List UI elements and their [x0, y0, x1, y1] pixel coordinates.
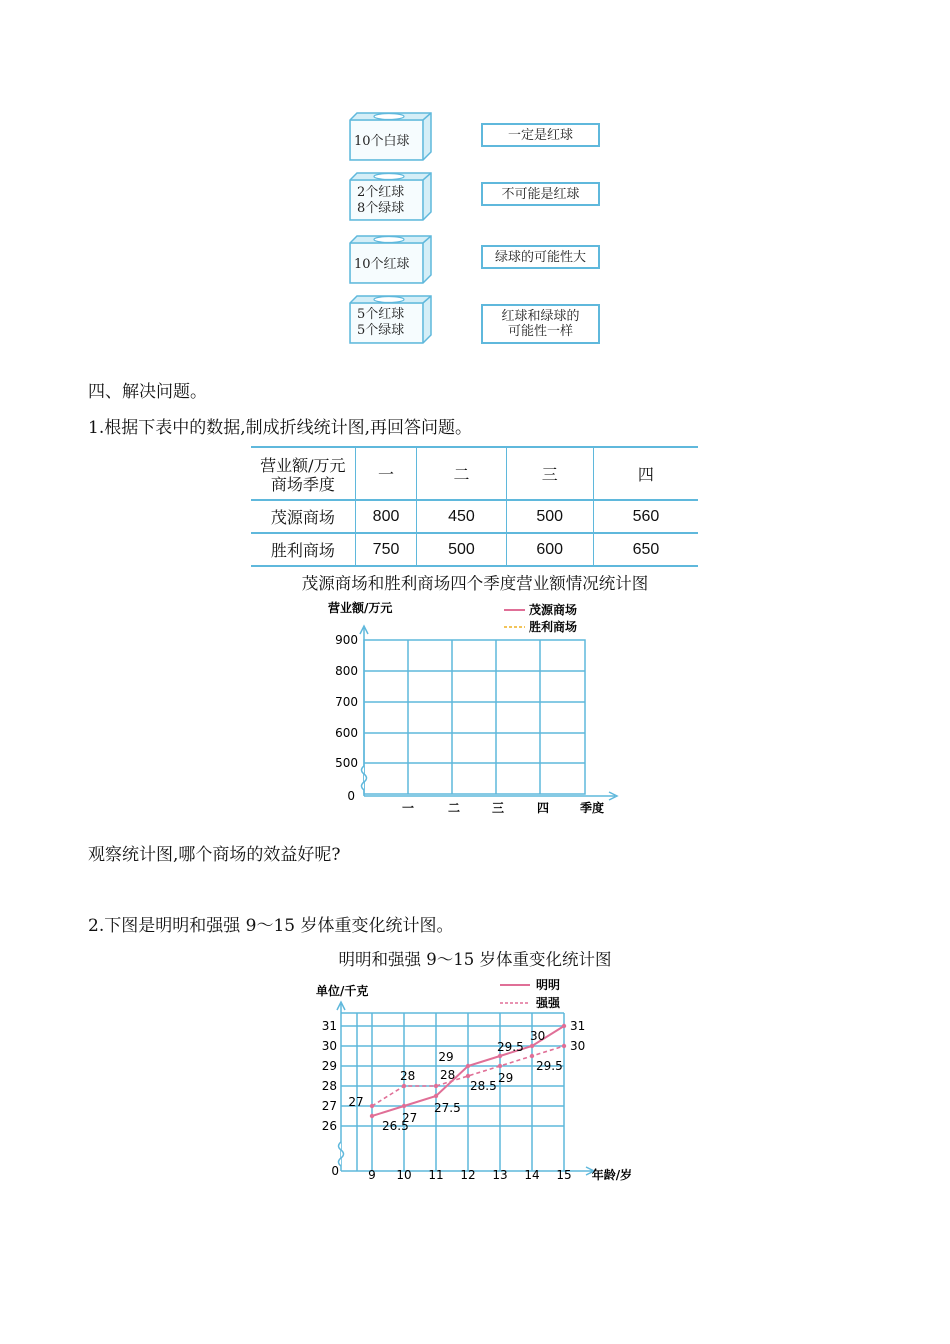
data-label: 28 [440, 1068, 456, 1082]
data-label: 27.5 [434, 1101, 461, 1115]
x-axis-label: 年龄/岁 [591, 1168, 633, 1182]
table-cell: 450 [417, 500, 506, 533]
x-tick: 四 [536, 801, 550, 815]
x-tick: 13 [492, 1168, 508, 1182]
data-point [530, 1044, 534, 1048]
ball-box-1 [349, 112, 433, 166]
y-axis-label: 营业额/万元 [328, 601, 393, 615]
column-header: 二 [417, 447, 506, 500]
data-label: 27 [402, 1111, 418, 1125]
weight-chart [310, 976, 650, 1191]
x-tick: 三 [491, 801, 505, 815]
statement-2 [481, 182, 600, 206]
data-point [434, 1084, 438, 1088]
data-label: 29.5 [536, 1059, 563, 1073]
table-cell: 650 [593, 533, 698, 566]
y-tick: 30 [321, 1039, 337, 1053]
data-label: 29 [438, 1050, 454, 1064]
data-label: 30 [570, 1039, 586, 1053]
x-axis-label: 季度 [579, 801, 605, 815]
table-cell: 750 [355, 533, 417, 566]
column-header: 四 [593, 447, 698, 500]
y-ticks [322, 1019, 339, 1178]
box-line: 10个白球 [354, 134, 410, 149]
chart-2-title: 明明和强强 9～15 岁体重变化统计图 [338, 950, 612, 969]
question-2-text: 2.下图是明明和强强 9～15 岁体重变化统计图。 [88, 916, 454, 936]
table-cell: 600 [506, 533, 593, 566]
data-point [562, 1024, 566, 1028]
statement-line: 红球和绿球的 [501, 309, 580, 324]
box-line: 8个绿球 [357, 201, 405, 216]
data-label: 31 [570, 1019, 586, 1033]
data-label: 26.5 [382, 1119, 409, 1133]
box-line: 5个红球 [357, 307, 405, 322]
y-tick: 28 [321, 1079, 337, 1093]
corner-bottom: 商场季度 [270, 474, 335, 494]
data-point [498, 1064, 502, 1068]
data-label: 30 [530, 1029, 546, 1043]
column-header: 三 [506, 447, 593, 500]
chart-1-title: 茂源商场和胜利商场四个季度营业额情况统计图 [301, 574, 649, 593]
x-tick: 14 [524, 1168, 540, 1182]
table-cell: 560 [593, 500, 698, 533]
x-tick: 二 [447, 801, 461, 815]
x-tick: 10 [396, 1168, 412, 1182]
axis-break-icon [362, 766, 367, 790]
data-label: 27 [348, 1095, 364, 1109]
box-line: 10个红球 [354, 257, 410, 272]
y-tick: 500 [335, 756, 358, 770]
data-point [434, 1094, 438, 1098]
x-tick: 11 [428, 1168, 444, 1182]
sales-chart [320, 596, 640, 821]
data-point [402, 1104, 406, 1108]
y-tick: 27 [321, 1099, 337, 1113]
legend-label-2: 强强 [536, 996, 561, 1010]
x-tick: 9 [368, 1168, 376, 1182]
y-tick: 0 [347, 789, 355, 803]
table-cell: 500 [417, 533, 506, 566]
ball-box-3 [349, 235, 433, 289]
data-label: 29 [498, 1071, 514, 1085]
column-header: 一 [355, 447, 417, 500]
y-tick: 800 [335, 664, 358, 678]
legend-label-2: 胜利商场 [529, 620, 578, 634]
statement-line: 可能性一样 [507, 324, 573, 339]
box-line: 2个红球 [357, 185, 405, 200]
legend-label-1: 明明 [536, 978, 561, 992]
y-ticks [335, 633, 358, 803]
row-name: 胜利商场 [270, 541, 335, 560]
series-group [348, 1019, 585, 1133]
ball-box-2 [349, 172, 433, 226]
x-ticks [368, 1168, 571, 1182]
data-label: 28 [400, 1069, 416, 1083]
data-point [466, 1064, 470, 1068]
sales-table [251, 446, 698, 567]
data-point [370, 1114, 374, 1118]
statement-1 [481, 123, 600, 147]
y-tick: 600 [335, 726, 358, 740]
table-cell: 800 [355, 500, 417, 533]
data-point [530, 1054, 534, 1058]
y-tick: 900 [335, 633, 358, 647]
question-1-followup: 观察统计图,哪个商场的效益好呢? [88, 845, 341, 865]
data-point [562, 1044, 566, 1048]
data-point [466, 1074, 470, 1078]
table-cell: 500 [506, 500, 593, 533]
statement-3 [481, 245, 600, 269]
grid [364, 640, 585, 794]
x-tick: 12 [460, 1168, 476, 1182]
axis-break-icon [339, 1142, 344, 1166]
y-tick: 26 [321, 1119, 337, 1133]
row-name: 茂源商场 [270, 508, 335, 527]
statement-line: 不可能是红球 [501, 186, 580, 202]
corner-top: 营业额/万元 [260, 455, 346, 475]
data-point [402, 1084, 406, 1088]
statement-line: 绿球的可能性大 [494, 249, 586, 265]
y-tick: 700 [335, 695, 358, 709]
x-tick: 一 [401, 801, 415, 815]
data-point [370, 1104, 374, 1108]
y-tick: 0 [331, 1164, 339, 1178]
data-point [498, 1054, 502, 1058]
x-ticks [402, 800, 604, 815]
data-label: 28.5 [470, 1079, 497, 1093]
data-label: 29.5 [497, 1040, 524, 1054]
table-header-row [251, 447, 698, 500]
legend-label-1: 茂源商场 [529, 603, 578, 617]
table-row [251, 500, 698, 533]
table-corner-cell [251, 447, 355, 500]
statement-4 [481, 304, 600, 344]
question-1-text: 1.根据下表中的数据,制成折线统计图,再回答问题。 [88, 418, 473, 438]
box-line: 5个绿球 [357, 323, 405, 338]
x-tick: 15 [556, 1168, 572, 1182]
y-tick: 29 [321, 1059, 337, 1073]
statement-line: 一定是红球 [507, 127, 573, 143]
y-tick: 31 [321, 1019, 337, 1033]
section-heading: 四、解决问题。 [88, 382, 207, 402]
y-axis-label: 单位/千克 [316, 984, 369, 998]
table-row [251, 533, 698, 566]
ball-box-4 [349, 295, 433, 349]
